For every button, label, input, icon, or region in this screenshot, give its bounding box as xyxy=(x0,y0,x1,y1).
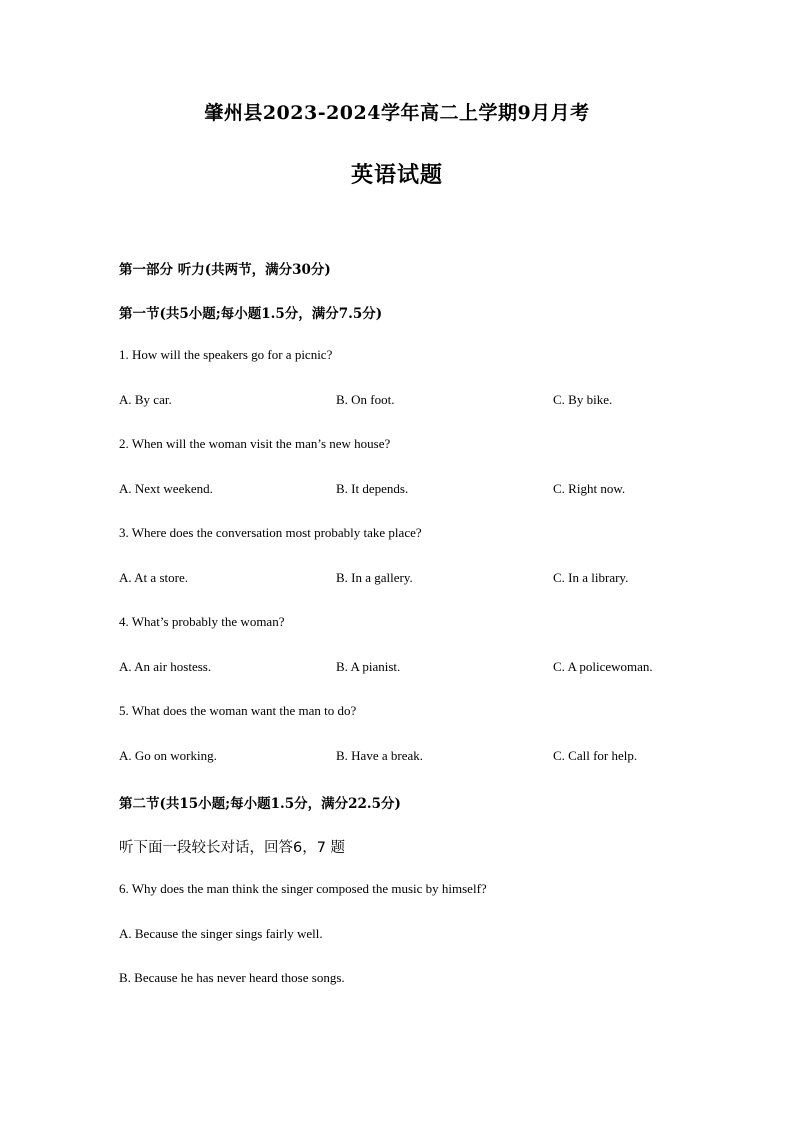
question-3: 3. Where does the conversation most probably take place? xyxy=(119,525,422,540)
option-c: C. In a library. xyxy=(553,570,629,585)
section2-heading: 第二节(共15小题;每小题1.5分，满分22.5分) xyxy=(119,796,401,812)
question-4: 4. What’s probably the woman? xyxy=(119,614,285,629)
option-b: B. A pianist. xyxy=(336,659,401,674)
option-b: B. Have a break. xyxy=(336,748,423,763)
question-3-options xyxy=(119,570,719,590)
question-5: 5. What does the woman want the man to do? xyxy=(119,703,357,718)
option-a: A. Go on working. xyxy=(119,748,217,763)
question-6-option-a: A. Because the singer sings fairly well. xyxy=(119,926,323,941)
question-1-options xyxy=(119,392,719,412)
section2-instruction: 听下面一段较长对话，回答6，7 题 xyxy=(119,840,346,856)
exam-title: 肇州县2023-2024学年高二上学期9月月考 xyxy=(204,102,590,124)
exam-subtitle: 英语试题 xyxy=(350,162,443,188)
question-5-options xyxy=(119,748,719,768)
option-b: B. On foot. xyxy=(336,392,395,407)
option-c: C. By bike. xyxy=(553,392,613,407)
question-6-option-b: B. Because he has never heard those songs. xyxy=(119,970,345,985)
question-2-options xyxy=(119,481,719,501)
option-c: C. Call for help. xyxy=(553,748,638,763)
option-a: A. By car. xyxy=(119,392,172,407)
option-a: A. Next weekend. xyxy=(119,481,213,496)
option-b: B. It depends. xyxy=(336,481,409,496)
part1-heading: 第一部分 听力(共两节，满分30分) xyxy=(119,262,331,278)
question-1: 1. How will the speakers go for a picnic? xyxy=(119,347,333,362)
option-a: A. An air hostess. xyxy=(119,659,212,674)
question-2: 2. When will the woman visit the man’s new house? xyxy=(119,436,391,451)
section1-heading: 第一节(共5小题;每小题1.5分，满分7.5分) xyxy=(119,306,383,322)
option-a: A. At a store. xyxy=(119,570,188,585)
question-4-options xyxy=(119,659,719,679)
option-c: C. A policewoman. xyxy=(553,659,653,674)
option-b: B. In a gallery. xyxy=(336,570,413,585)
question-6: 6. Why does the man think the singer composed the music by himself? xyxy=(119,881,487,896)
option-c: C. Right now. xyxy=(553,481,626,496)
